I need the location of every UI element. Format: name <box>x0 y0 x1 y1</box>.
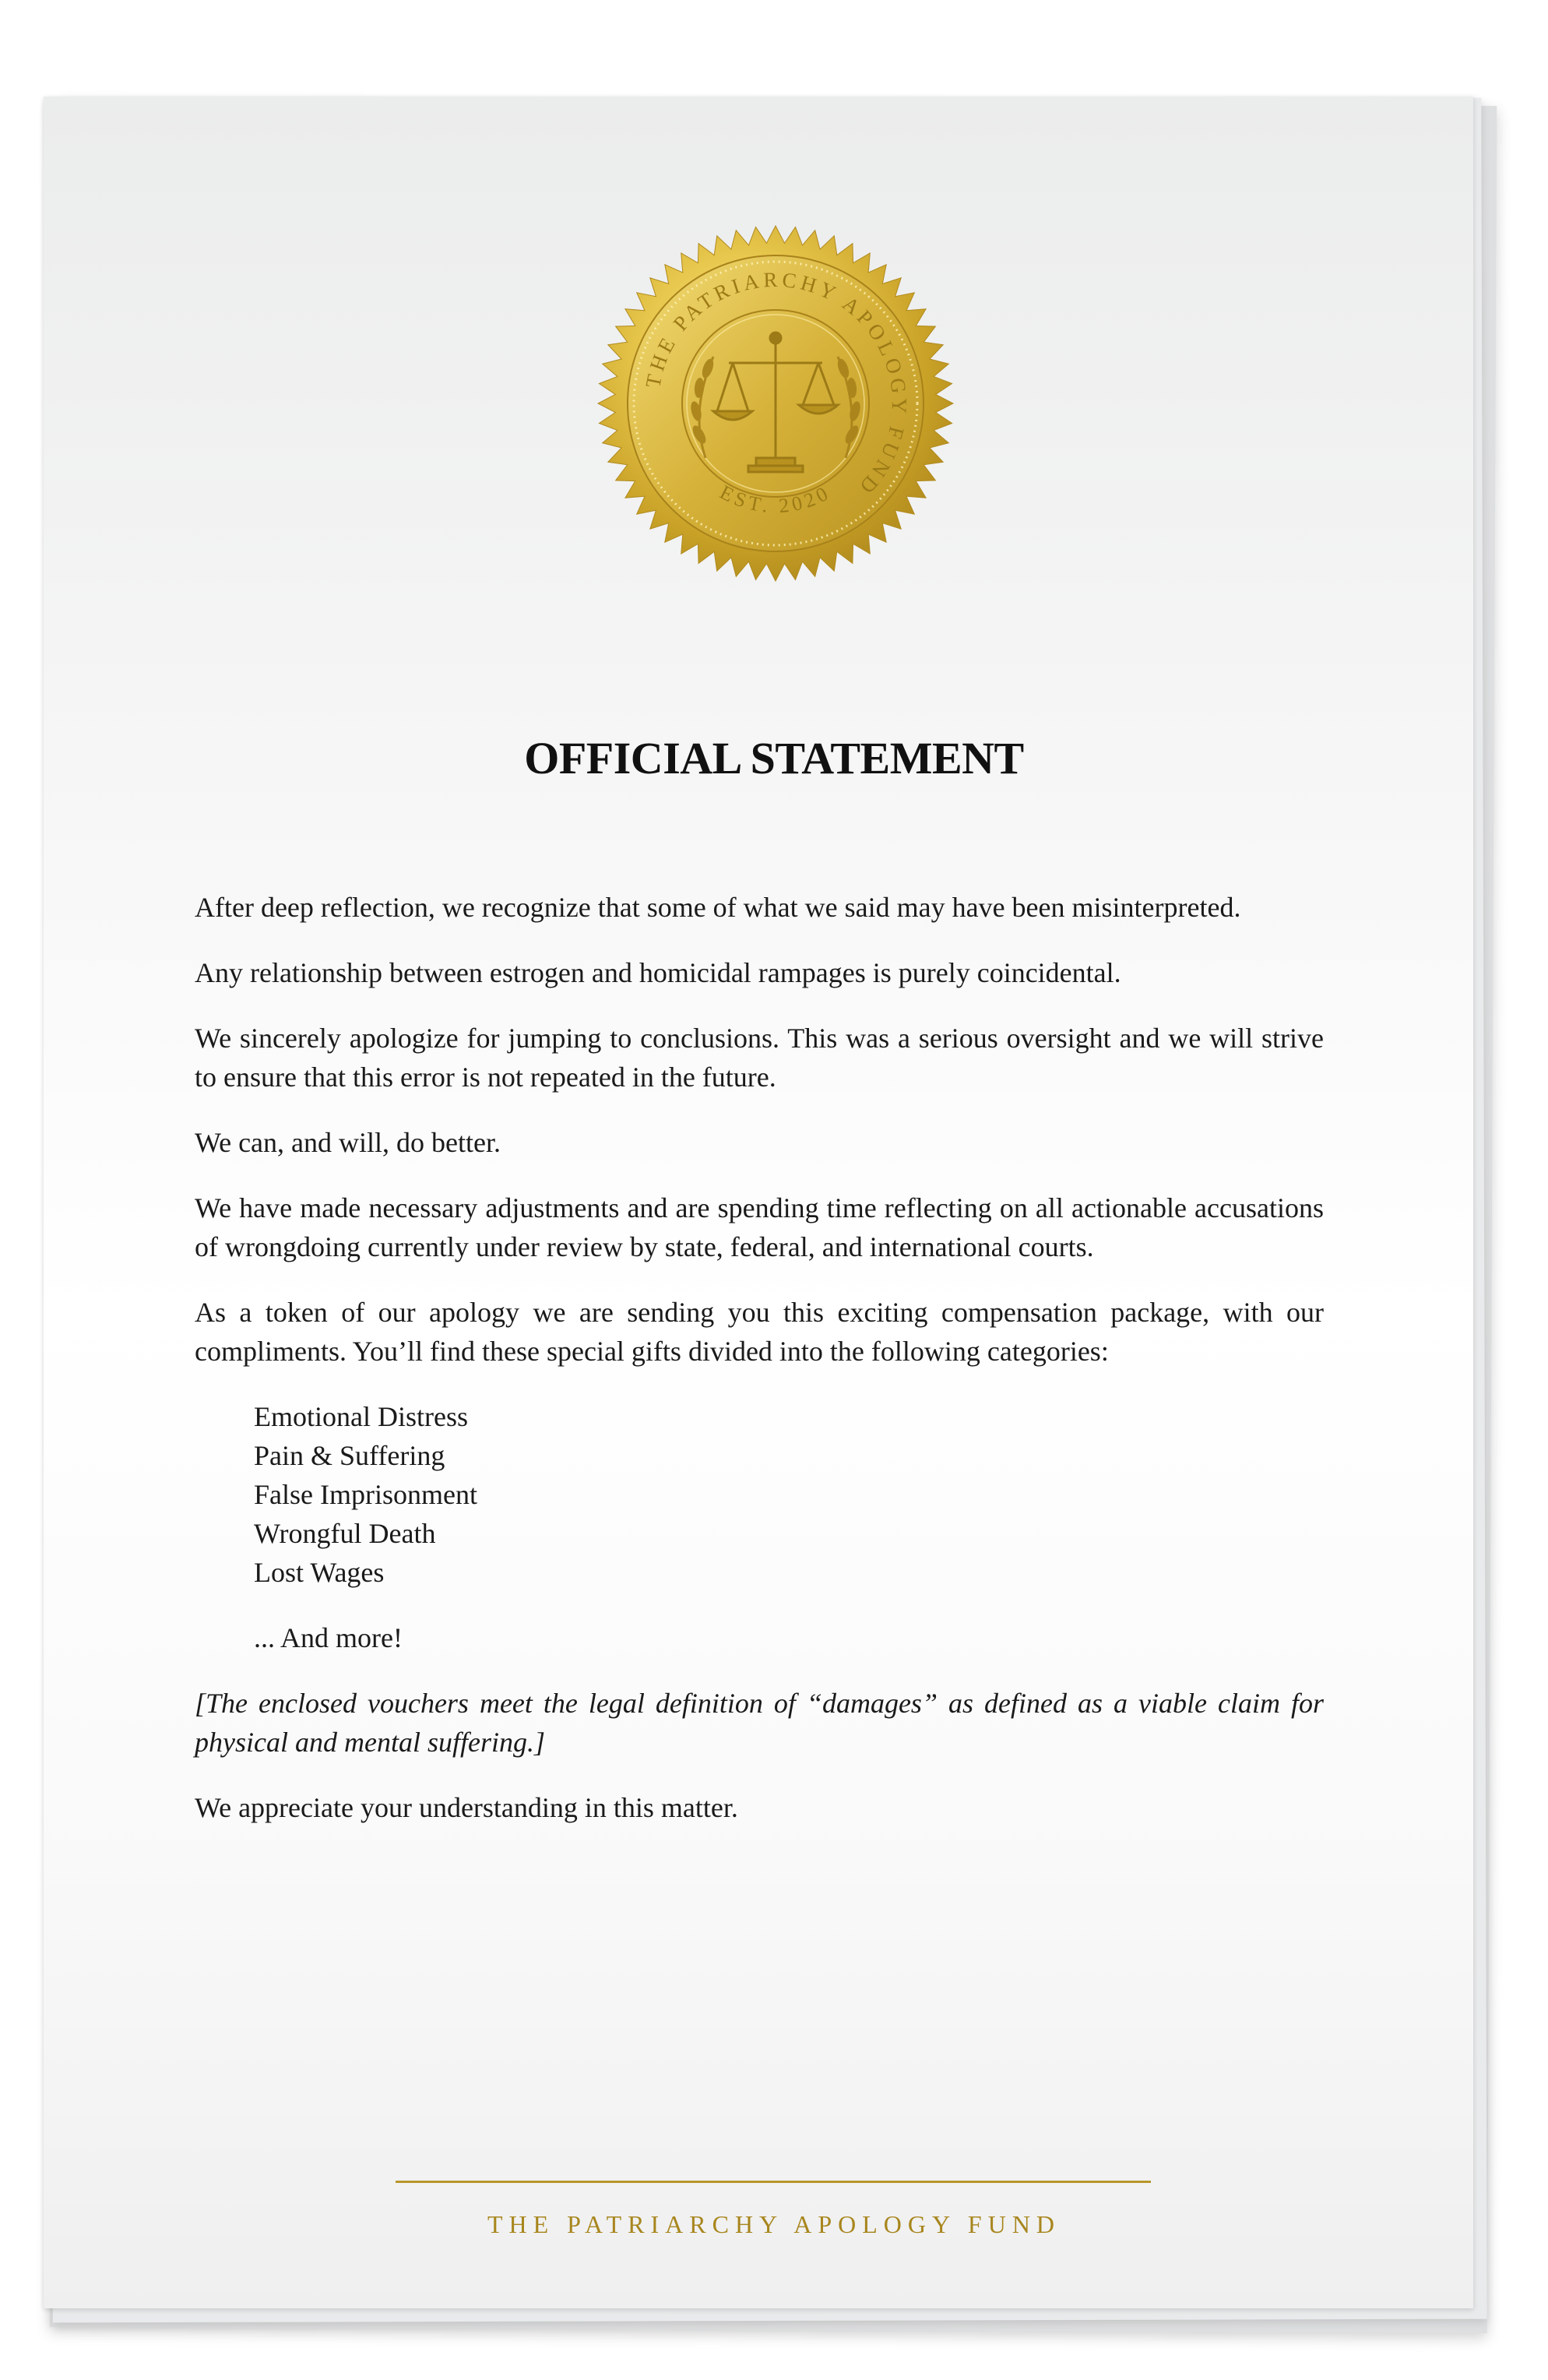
paragraph-compensation: As a token of our apology we are sending you this exciting compensation package, with our compliments. You’ll find these special gifts divided into the following categories: <box>195 1297 1324 1367</box>
list-item: Lost Wages <box>254 1557 385 1588</box>
category-list <box>195 1397 1324 1592</box>
list-item: Wrongful Death <box>254 1518 436 1549</box>
paragraph-adjustments: We have made necessary adjustments and are spending time reflecting on all actionable accusations of wrongdoing currently under review by state, federal, and international courts. <box>195 1192 1324 1262</box>
seal-ring-text: THE PATRIARCHY APOLOGY FUND <box>641 267 912 502</box>
paragraph-apology: We sincerely apologize for jumping to conclusions. This was a serious oversight and we will strive to ensure that this error is not repeated in the future. <box>195 1023 1324 1093</box>
list-item: Pain & Suffering <box>254 1440 445 1471</box>
paragraph-estrogen: Any relationship between estrogen and homicidal rampages is purely coincidental. <box>195 957 1121 988</box>
disclaimer-text: [The enclosed vouchers meet the legal definition of “damages” as defined as a viable claim for physical and mental suffering.] <box>195 1688 1324 1758</box>
page-title: OFFICIAL STATEMENT <box>524 733 1024 783</box>
and-more-text: ... And more! <box>254 1622 403 1653</box>
closing-text: We appreciate your understanding in this matter. <box>195 1792 738 1823</box>
statement-body <box>195 888 1324 1854</box>
list-item: False Imprisonment <box>254 1479 477 1510</box>
footer-divider <box>396 2181 1151 2183</box>
footer-org-name: THE PATRIARCHY APOLOGY FUND <box>487 2210 1061 2238</box>
seal-est-text: EST. 2020 <box>716 481 836 518</box>
paragraph-reflection: After deep reflection, we recognize that some of what we said may have been misinterpreted. <box>195 892 1241 923</box>
gold-seal <box>596 224 955 583</box>
paragraph-do-better: We can, and will, do better. <box>195 1127 501 1158</box>
list-item: Emotional Distress <box>254 1401 468 1432</box>
